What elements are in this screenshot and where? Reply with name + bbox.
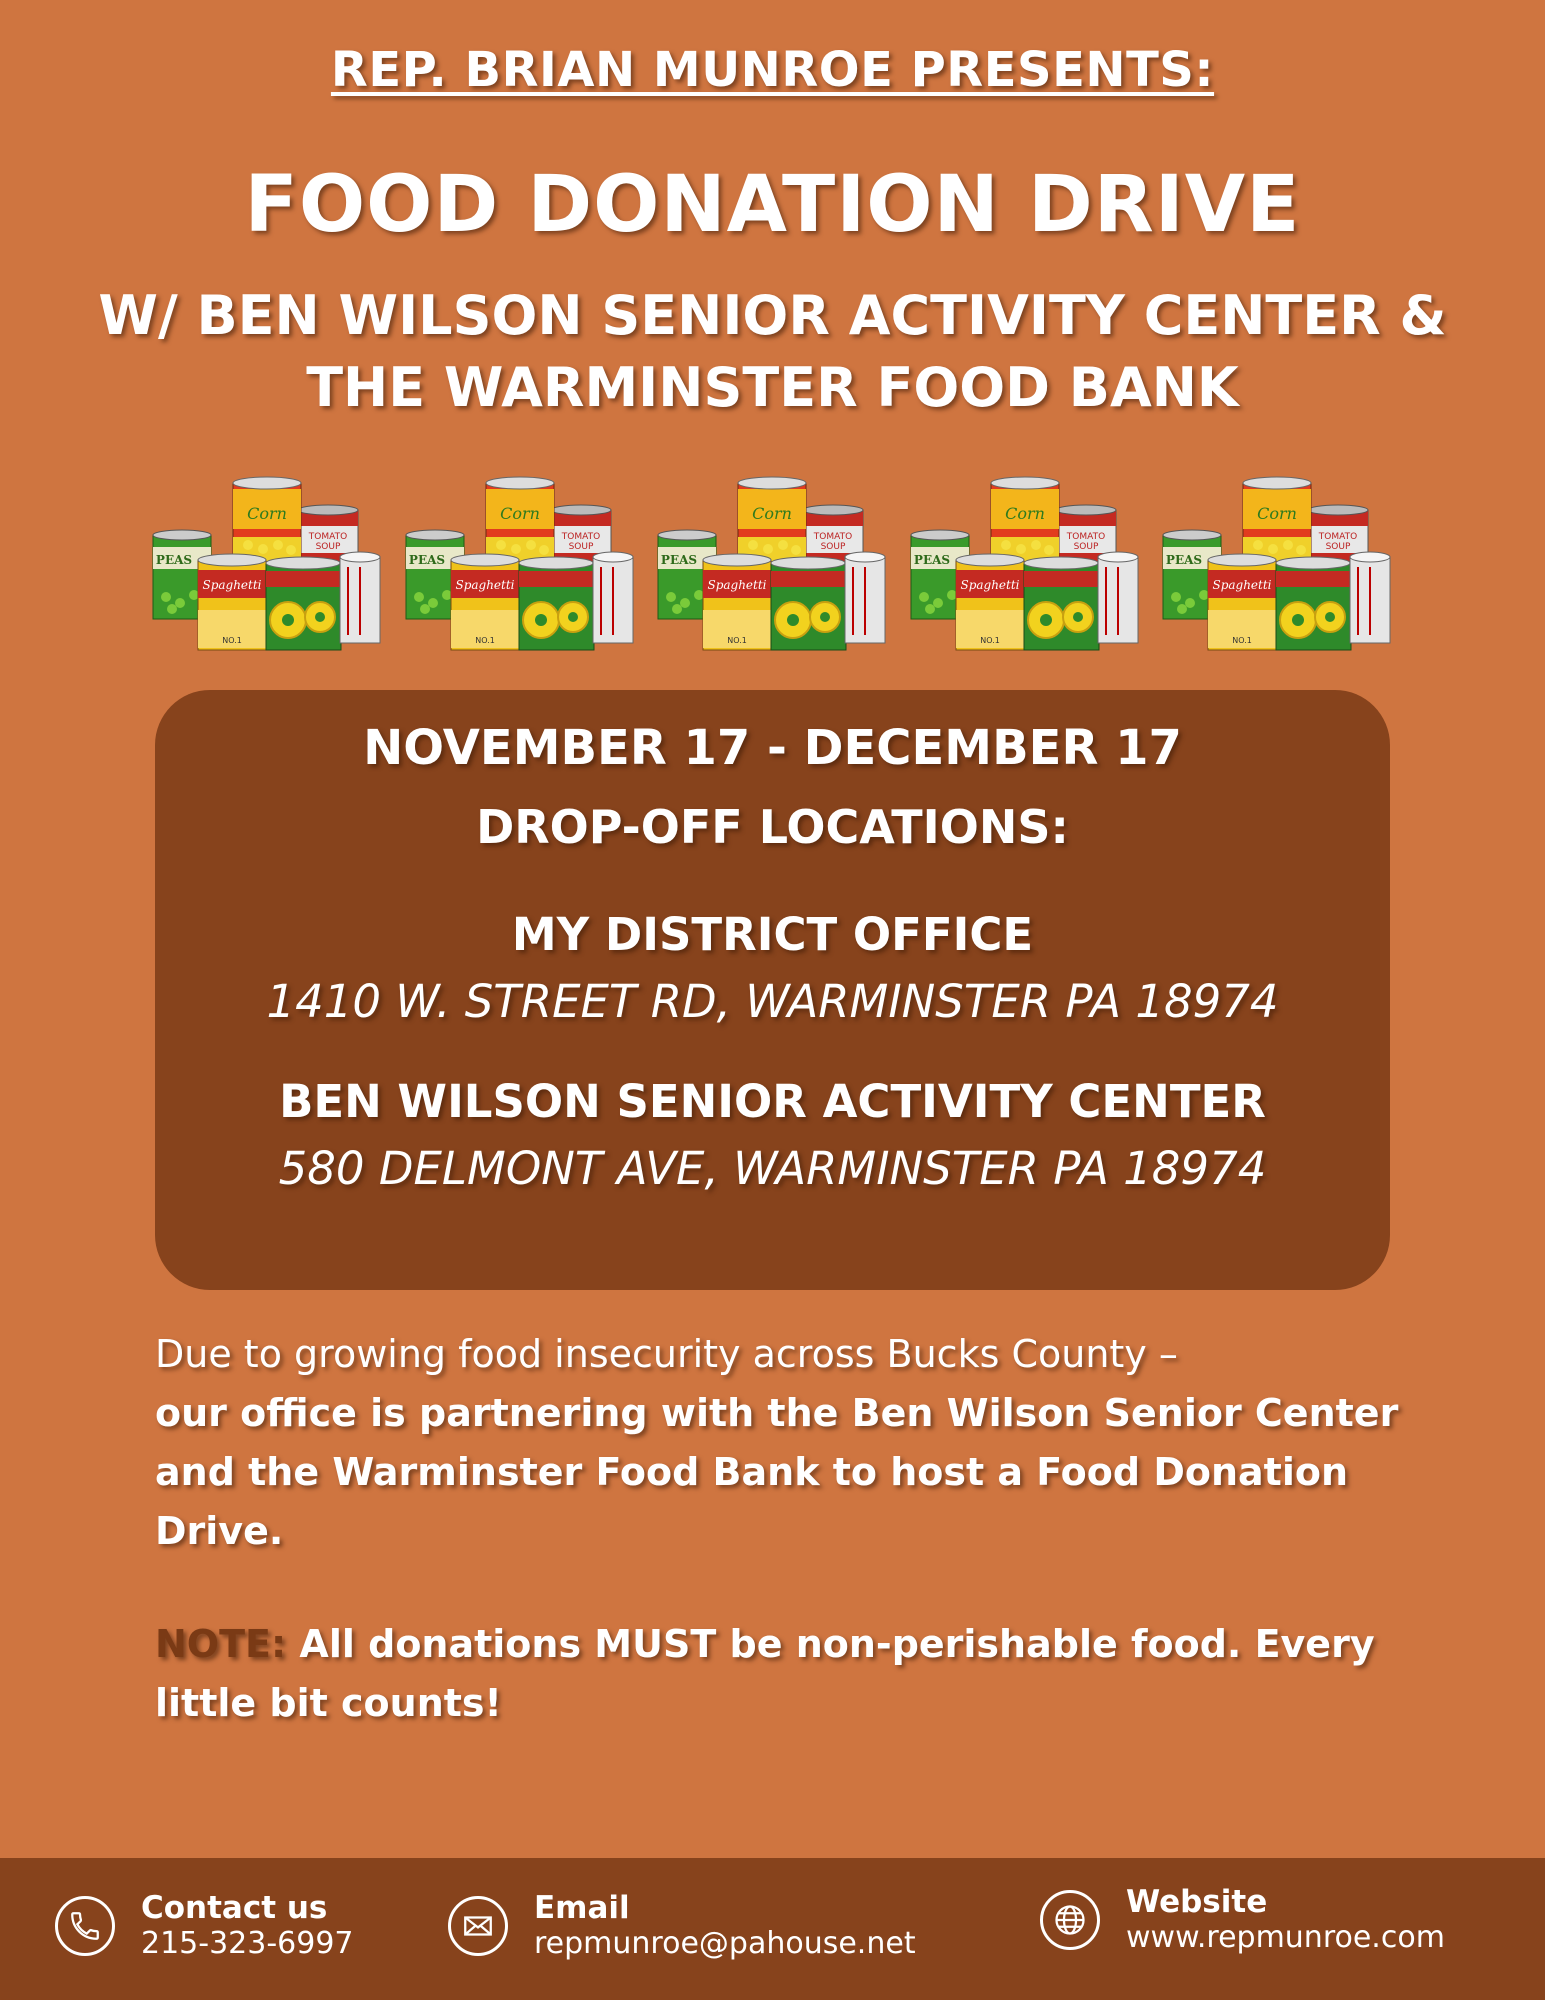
event-details-panel <box>155 690 1390 1290</box>
can-number-text: NO.1 <box>222 636 242 645</box>
can-number-text: NO.1 <box>727 636 747 645</box>
contact-phone[interactable] <box>55 1890 354 1962</box>
location-address: 1410 W. STREET RD, WARMINSTER PA 18974 <box>266 975 1279 1028</box>
description-main: our office is partnering with the Ben Wilson Senior Center and the Warminster Food Bank to host a Food Donation Drive. <box>155 1391 1399 1553</box>
note-paragraph <box>155 1615 1415 1733</box>
tomato-label-text: SOUP <box>1325 542 1351 552</box>
peas-label-text: PEAS <box>155 553 193 567</box>
corn-can-icon <box>233 477 301 563</box>
tomato-label-text: TOMATO <box>1318 532 1358 542</box>
note-label: NOTE: <box>155 1622 287 1666</box>
open-can-icon <box>340 552 380 643</box>
footer-contact-bar <box>0 1858 1545 2000</box>
pineapple-can-icon <box>771 557 846 650</box>
note-text: All donations MUST be non-perishable food. Every little bit counts! <box>155 1622 1375 1725</box>
event-dates: NOVEMBER 17 - DECEMBER 17 <box>363 720 1182 776</box>
website-label: Website <box>1126 1884 1268 1920</box>
tomato-label-text: TOMATO <box>813 532 853 542</box>
open-can-icon <box>1350 552 1390 643</box>
open-can-icon <box>593 552 633 643</box>
tomato-label-text: SOUP <box>820 542 846 552</box>
corn-label-text: Corn <box>499 504 540 523</box>
canned-food-illustration-row <box>148 475 1398 655</box>
subtitle-line-1: W/ BEN WILSON SENIOR ACTIVITY CENTER & <box>98 284 1447 347</box>
location-name: BEN WILSON SENIOR ACTIVITY CENTER <box>279 1075 1266 1128</box>
canned-food-group <box>1158 475 1398 655</box>
corn-label-text: Corn <box>752 504 792 523</box>
page-subtitle <box>0 280 1545 424</box>
pineapple-can-icon <box>519 557 594 650</box>
pineapple-can-icon <box>1276 557 1351 650</box>
peas-label-text: PEAS <box>408 553 445 567</box>
corn-label-text: Corn <box>1004 504 1045 523</box>
spaghetti-label-text: Spaghetti <box>454 578 515 592</box>
contact-phone-number[interactable]: 215-323-6997 <box>141 1926 354 1961</box>
description-intro: Due to growing food insecurity across Bucks County – <box>155 1332 1178 1376</box>
email-label: Email <box>534 1890 630 1926</box>
contact-email[interactable] <box>448 1890 916 1962</box>
peas-label-text: PEAS <box>913 553 950 567</box>
peas-label-text: PEAS <box>1165 553 1203 567</box>
subtitle-line-2: THE WARMINSTER FOOD BANK <box>306 356 1239 419</box>
tomato-label-text: TOMATO <box>1066 532 1105 542</box>
spaghetti-label-text: Spaghetti <box>1212 578 1272 592</box>
peas-label-text: PEAS <box>660 553 698 567</box>
description-paragraph <box>155 1325 1415 1561</box>
website-url[interactable]: www.repmunroe.com <box>1126 1920 1445 1955</box>
canned-food-group <box>148 475 388 655</box>
can-number-text: NO.1 <box>474 636 495 645</box>
phone-icon <box>55 1896 115 1956</box>
can-number-text: NO.1 <box>1232 636 1252 645</box>
tomato-label-text: SOUP <box>315 542 341 552</box>
globe-icon <box>1040 1890 1100 1950</box>
tomato-label-text: TOMATO <box>308 532 348 542</box>
corn-can-icon <box>486 477 554 563</box>
spaghetti-label-text: Spaghetti <box>202 578 262 592</box>
tomato-label-text: SOUP <box>1073 542 1098 552</box>
canned-food-group <box>401 475 641 655</box>
email-address[interactable]: repmunroe@pahouse.net <box>534 1926 916 1961</box>
location-name: MY DISTRICT OFFICE <box>511 908 1034 961</box>
spaghetti-label-text: Spaghetti <box>959 578 1020 592</box>
dropoff-heading: DROP-OFF LOCATIONS: <box>476 800 1069 854</box>
canned-food-group <box>906 475 1146 655</box>
envelope-icon <box>448 1896 508 1956</box>
corn-label-text: Corn <box>247 504 287 523</box>
pineapple-can-icon <box>1024 557 1099 650</box>
can-number-text: NO.1 <box>979 636 1000 645</box>
pineapple-can-icon <box>266 557 341 650</box>
tomato-label-text: TOMATO <box>561 532 600 542</box>
open-can-icon <box>845 552 885 643</box>
page-title: FOOD DONATION DRIVE <box>244 160 1301 250</box>
contact-website[interactable] <box>1040 1884 1445 1956</box>
tomato-label-text: SOUP <box>568 542 593 552</box>
spaghetti-label-text: Spaghetti <box>707 578 767 592</box>
location-address: 580 DELMONT AVE, WARMINSTER PA 18974 <box>278 1142 1267 1195</box>
corn-can-icon <box>991 477 1059 563</box>
contact-label: Contact us <box>141 1890 328 1926</box>
presenter-heading: REP. BRIAN MUNROE PRESENTS: <box>330 42 1215 98</box>
corn-label-text: Corn <box>1257 504 1297 523</box>
canned-food-group <box>653 475 893 655</box>
corn-can-icon <box>1243 477 1311 563</box>
open-can-icon <box>1098 552 1138 643</box>
corn-can-icon <box>738 477 806 563</box>
